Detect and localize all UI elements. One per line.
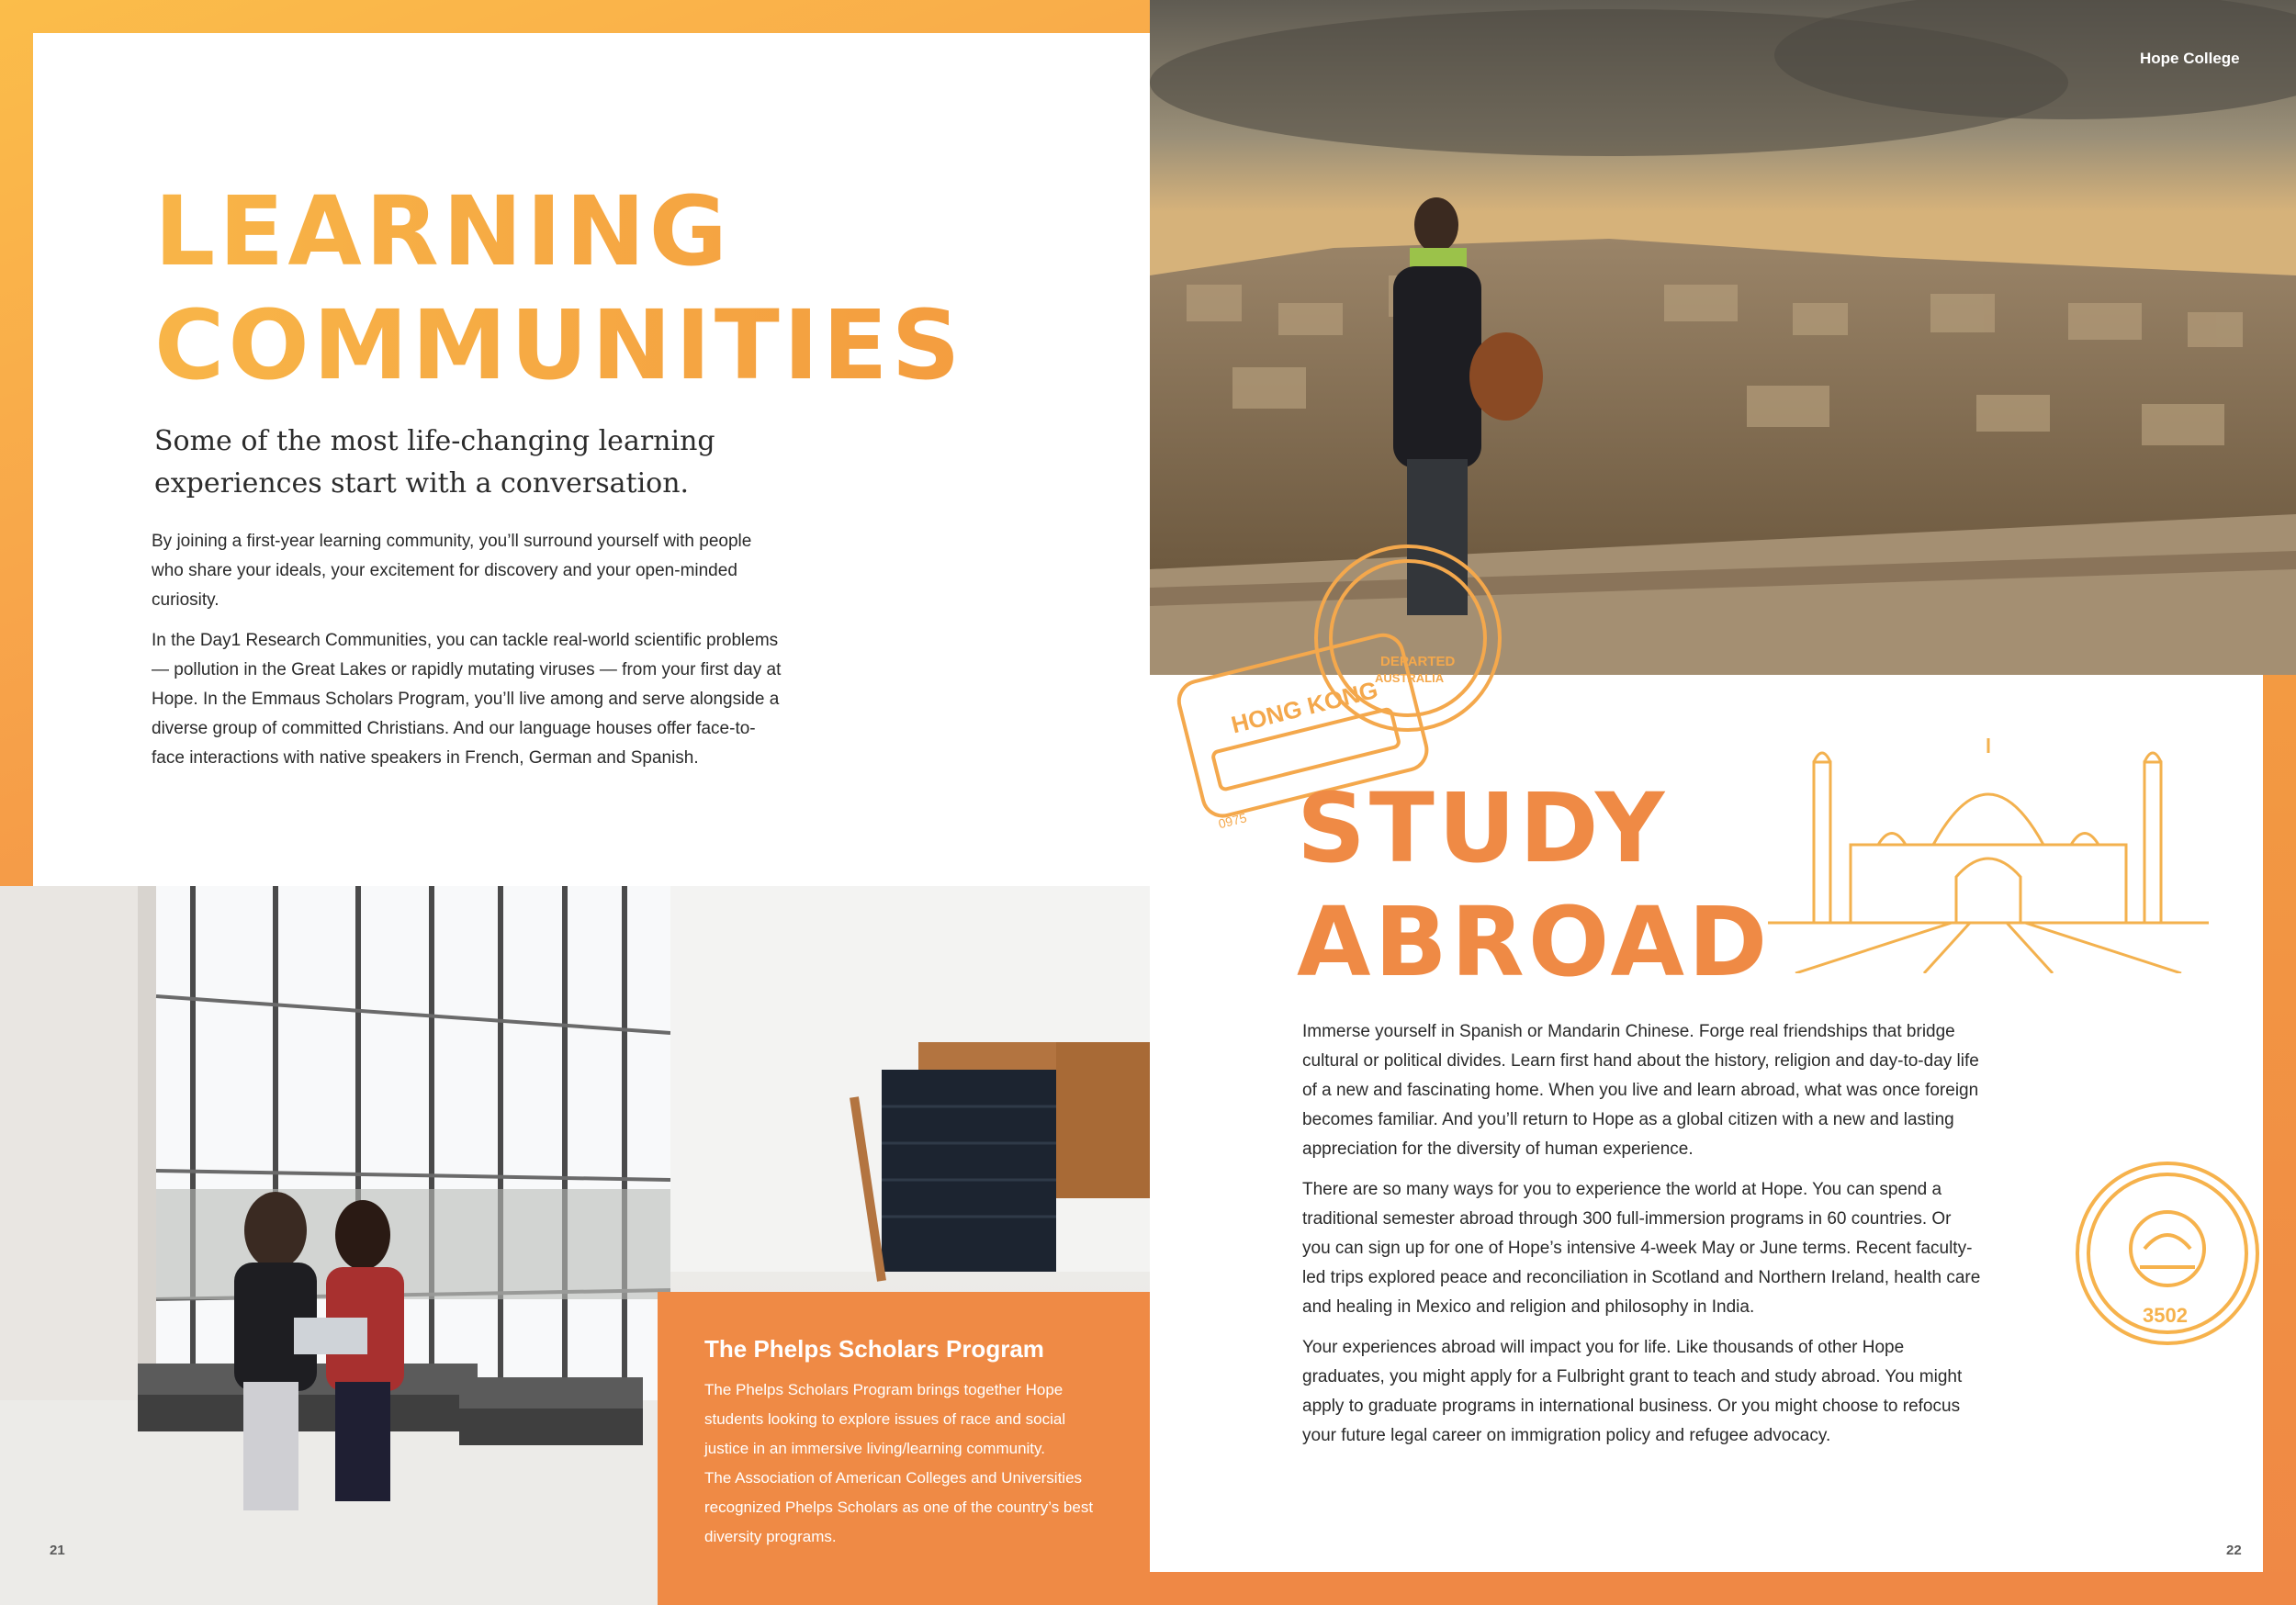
lc-paragraph-2: In the Day1 Research Communities, you can tackle real-world scientific problems — pollution in the Great Lakes or rapidly mutating viruses — from your first day at Hope. In the Emmaus Scholars Program, you’ll live among and serve alongside a diverse group of committed Christians. And our language houses offer face-to-face interactions with native speakers in French, German and Spanish.: [152, 631, 782, 768]
lc-paragraph-1: By joining a first-year learning community, you’ll surround yourself with people who share your ideals, your excitement for discovery and your open-minded curiosity.: [152, 532, 752, 610]
sa-paragraph-1: Immerse yourself in Spanish or Mandarin Chinese. Forge real friendships that bridge cultural or political divides. Learn first hand about the history, religion and day-to-day life of a new and fascinating home. When you live and learn abroad, what was once foreign becomes familiar. And you’ll return to Hope as a global citizen with a new and lasting appreciation for the diversity of human experience.: [1302, 1022, 1979, 1159]
title-line-2: COMMUNITIES: [154, 288, 1073, 402]
stamp-hong-kong-text: HONG KONG: [1228, 675, 1381, 739]
subtitle-line-1: Some of the most life-changing learning: [154, 425, 715, 457]
phelps-paragraph-2: The Association of American Colleges and Universities recognized Phelps Scholars as one of the country’s best diversity programs.: [704, 1469, 1094, 1545]
page-number-right: 22: [2226, 1543, 2242, 1558]
sa-title-line-1: STUDY: [1297, 772, 1669, 884]
right-page-orange-border: [2263, 675, 2296, 1605]
learning-communities-subtitle: [154, 421, 816, 505]
phelps-body: [704, 1375, 1109, 1552]
learning-communities-body: [152, 527, 785, 784]
right-page-orange-bottom-border: [1150, 1572, 2296, 1605]
stamp-0975-text: 0975: [1216, 810, 1249, 832]
chinese-seal-stamp-icon: [2071, 1157, 2264, 1350]
phelps-paragraph-1: The Phelps Scholars Program brings together Hope students looking to explore issues of race and social justice in an immersive living/learning community.: [704, 1381, 1066, 1457]
sa-paragraph-3: Your experiences abroad will impact you for life. Like thousands of other Hope graduates, you might apply for a Fulbright grant to teach and study abroad. You might apply to graduate programs in international business. Or you might choose to refocus your future legal career on immigration policy and refugee advocacy.: [1302, 1338, 1963, 1445]
learning-communities-title: [154, 174, 1073, 402]
sa-paragraph-2: There are so many ways for you to experience the world at Hope. You can spend a traditional semester abroad through 300 full-immersion programs in 60 countries. Or you can sign up for one of Hope’s intensive 4-week May or June terms. Recent faculty-led trips explored peace and reconciliation in Scotland and Northern Ireland, health care and healing in Mexico and religion and philosophy in India.: [1302, 1180, 1981, 1317]
title-line-1: LEARNING: [154, 174, 1073, 288]
sa-title-line-2: ABROAD: [1297, 886, 1772, 998]
stamp-departed-text: DEPARTED: [1380, 654, 1456, 669]
phelps-title: The Phelps Scholars Program: [704, 1335, 1044, 1363]
college-name: Hope College: [2140, 50, 2240, 67]
stamp-australia-text: AUSTRALIA: [1375, 671, 1445, 685]
subtitle-line-2: experiences start with a conversation.: [154, 467, 690, 499]
study-abroad-body: [1302, 1017, 1982, 1462]
study-abroad-title: [1297, 771, 1848, 999]
page-number-left: 21: [50, 1543, 65, 1558]
stamp-3502-text: 3502: [2143, 1304, 2188, 1327]
